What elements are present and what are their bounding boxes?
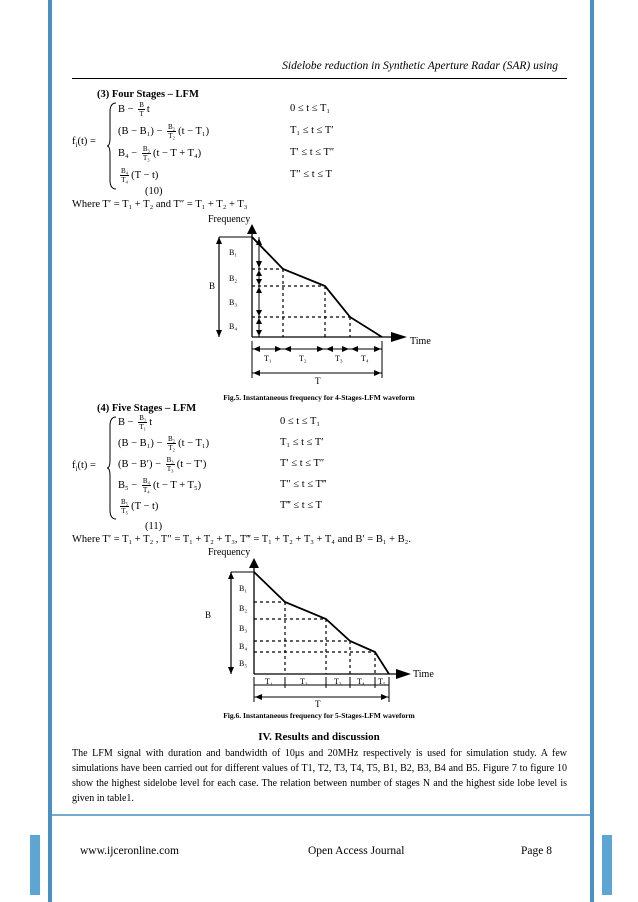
equation-lhs-5: $f_i(t)$ = xyxy=(72,460,96,474)
fig5-B-label: B xyxy=(209,281,216,291)
eq-number-10: (10) xyxy=(145,186,163,197)
fig6-T-label: T xyxy=(315,699,321,709)
footer-website[interactable]: www.ijceronline.com xyxy=(80,845,179,857)
fig6-b5-label: B₅ xyxy=(239,659,248,668)
fig6-diagram xyxy=(195,544,445,709)
equation-row-expr: (B − B′) − $\frac{\text{B₃}}{\text{T₃}}$ (t − T′) xyxy=(118,456,207,473)
equation-row-expr: B − $\frac{\text{B₁}}{\text{T₁}}$ t xyxy=(118,414,153,431)
equation-row-expr: B₄ − $\frac{\text{B₃}}{\text{T₃}}$ (t − T + T₄) xyxy=(118,145,202,162)
fig6-t4-label: T₄ xyxy=(357,677,365,686)
left-brace xyxy=(106,102,118,190)
left-brace-5 xyxy=(106,416,118,520)
fig5-t3-label: T₃ xyxy=(335,354,343,363)
running-header: Sidelobe reduction in Synthetic Aperture Radar (SAR) using xyxy=(282,60,558,72)
four-stage-heading: (3) Four Stages – LFM xyxy=(97,89,199,100)
equation-row-condition: T′ ≤ t ≤ T″ xyxy=(290,147,335,158)
fig5-x-label: Time xyxy=(410,336,431,347)
fig6-t1-label: T₁ xyxy=(265,677,273,686)
fig5-T-label: T xyxy=(315,376,321,386)
equation-row-condition: 0 ≤ t ≤ T₁ xyxy=(280,416,321,427)
fig6-b4-label: B₄ xyxy=(239,642,248,651)
fig6-t2-label: T₂ xyxy=(300,677,308,686)
fig6-t3-label: T₃ xyxy=(334,677,342,686)
eq-number-11: (11) xyxy=(145,521,163,532)
footer-page: Page 8 xyxy=(521,845,552,857)
equation-row-condition: T‴ ≤ t ≤ T xyxy=(280,500,322,511)
equation-row-expr: (B − B₁) − $\frac{\text{B₂}}{\text{T₂}}$ (t − T₁) xyxy=(118,123,210,140)
equation-row-expr: $\frac{\text{B₅}}{\text{T₅}}$ (T − t) xyxy=(121,498,159,515)
fig6-b3-label: B₃ xyxy=(239,624,248,633)
results-paragraph: The LFM signal with duration and bandwidth of 10μs and 20MHz respectively is used for simulation study. A few simulations have been carried out for different values of T1, T2, T3, T4, T5, B1, B2, B3, B4 and B5. Figure 7 to figure 10 show the highest sidelobe level for each case. The relation between number of stages N and the highest side lobe level is given in table1. xyxy=(72,748,567,804)
fig6-b2-label: B₂ xyxy=(239,604,248,613)
equation-row-condition: T″ ≤ t ≤ T xyxy=(290,169,332,180)
fig6-frequency-curve xyxy=(254,572,389,674)
fig5-b3-label: B₃ xyxy=(229,298,238,307)
fig6-t5-label: T₅ xyxy=(378,677,386,686)
equation-row-condition: T′ ≤ t ≤ T″ xyxy=(280,458,325,469)
where-clause-5: Where T′ = T₁ + T₂ , T″ = T₁ + T₂ + T₃, T‴ = T₁ + T₂ + T₃ + T₄ and B′ = B₁ + B₂. xyxy=(72,534,411,545)
header-rule xyxy=(72,78,567,79)
fig5-caption: Fig.5. Instantaneous frequency for 4-Stages-LFM waveform xyxy=(223,393,415,402)
fig5-t1-label: T₁ xyxy=(264,354,272,363)
where-clause-4: Where T′ = T₁ + T₂ and T″ = T₁ + T₂ + T₃ xyxy=(72,199,248,210)
fig6-caption: Fig.6. Instantaneous frequency for 5-Stages-LFM waveform xyxy=(223,711,415,720)
fig5-t2-label: T₂ xyxy=(299,354,307,363)
results-heading: IV. Results and discussion xyxy=(258,731,380,743)
equation-row-condition: T₁ ≤ t ≤ T′ xyxy=(280,437,324,448)
fig6-x-label: Time xyxy=(413,669,434,680)
fig5-diagram xyxy=(195,210,445,390)
fig5-t4-label: T₄ xyxy=(361,354,369,363)
equation-lhs: $f_i(t)$ = xyxy=(72,136,96,150)
five-stage-heading: (4) Five Stages – LFM xyxy=(97,403,197,414)
fig5-frequency-curve xyxy=(252,237,382,337)
fig5-b2-label: B₂ xyxy=(229,274,238,283)
fig5-b4-label: B₄ xyxy=(229,322,238,331)
fig6-B-label: B xyxy=(205,610,212,620)
equation-row-expr: (B − B₁) − $\frac{\text{B₂}}{\text{T₂}}$ (t − T₁) xyxy=(118,435,210,452)
fig6-b1-label: B₁ xyxy=(239,584,248,593)
fig5-y-label: Frequency xyxy=(208,214,251,225)
equation-row-condition: T″ ≤ t ≤ T‴ xyxy=(280,479,327,490)
equation-row-expr: B − $\frac{B}{T}$ t xyxy=(118,101,150,118)
fig5-b1-label: B₁ xyxy=(229,248,238,257)
fig6-y-label: Frequency xyxy=(208,547,251,558)
equation-row-condition: 0 ≤ t ≤ T₁ xyxy=(290,103,331,114)
equation-row-condition: T₁ ≤ t ≤ T′ xyxy=(290,125,334,136)
equation-row-expr: B₅ − $\frac{\text{B₄}}{\text{T₄}}$ (t − T + T₅) xyxy=(118,477,202,494)
equation-row-expr: $\frac{\text{B₄}}{\text{T₄}}$ (T − t) xyxy=(121,167,159,184)
footer-journal: Open Access Journal xyxy=(308,845,405,857)
